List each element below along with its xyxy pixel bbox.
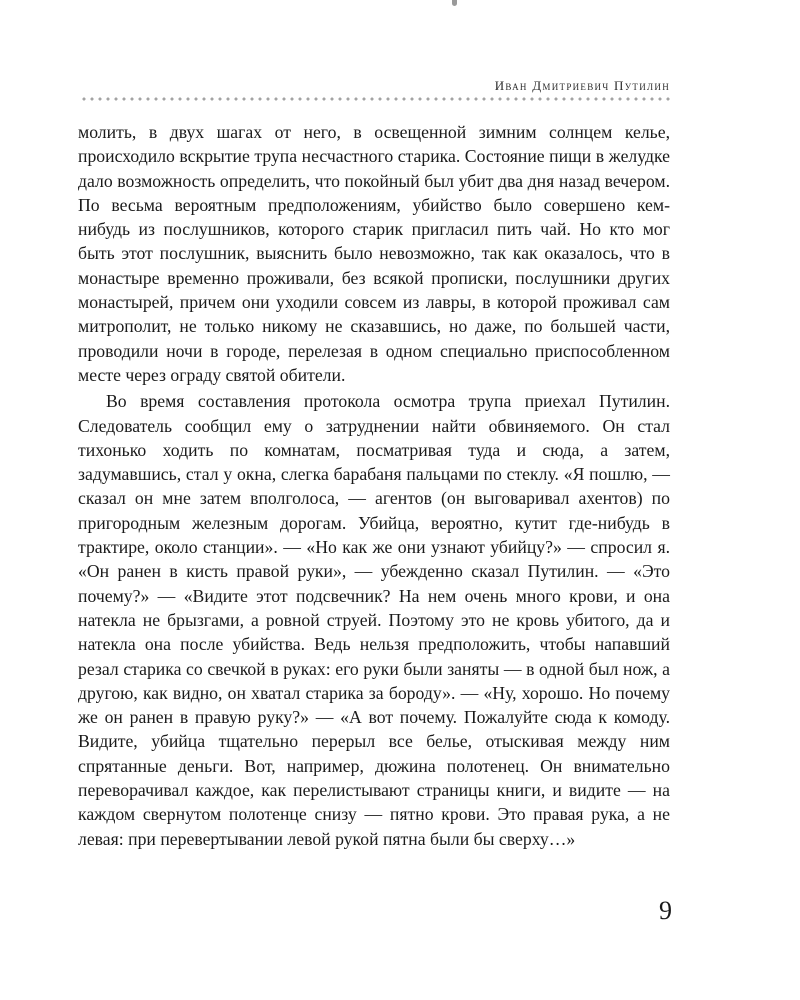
paragraph: Во время составления протокола осмотра трупа приехал Путилин. Следователь сообщил ему о затруднении найти обвиняемого. Он стал тихонько ходить по комнатам, посматривая туда и сюда, а затем, задумавшись, стал у окна, слегка барабаня пальцами по стеклу. «Я пошлю, — сказал он мне затем вполголоса, — агентов (он выговаривал ахентов) по пригородным железным дорогам. Убийца, вероятно, кутит где-нибудь в трактире, около станции». — «Но как же они узнают убийцу?» — спросил я. «Он ранен в кисть правой руки», — убежденно сказал Путилин. — «Это почему?» — «Видите этот подсвечник? На нем очень много крови, и она натекла не брызгами, а ровной струей. Поэтому это не кровь убитого, да и натекла она после убийства. Ведь нельзя предположить, чтобы напавший резал старика со свечкой в руках: его руки были заняты — в одной был нож, а другою, как видно, он хватал старика за бороду». — «Ну, хорошо. Но почему же он ранен в правую руку?» — «А вот почему. Пожалуйте сюда к комоду. Видите, убийца тщательно перерыл все белье, отыскивая между ним спрятанные деньги. Вот, например, дюжина полотенец. Он внимательно переворачивал каждое, как перелистывают страницы книги, и видите — на каждом свернутом полотенце снизу — пятно крови. Это правая рука, а не левая: при перевертывании левой рукой пятна были бы сверху…» (78, 391, 670, 849)
paragraph-continuation: молить, в двух шагах от него, в освещенной зимним солнцем келье, происходило вскрытие трупа несчастного старика. Состояние пищи в желудке дало возможность определить, что покойный был убит два дня назад вечером. По весьма вероятным предположениям, убийство было совершено кем-нибудь из послушников, которого старик пригласил пить чай. Но кто мог быть этот послушник, выяснить было невозможно, так как оказалось, что в монастыре временно проживали, без всякой прописки, послушники других монастырей, причем они уходили совсем из лавры, в которой проживал сам митрополит, не только никому не сказавшись, но даже, по большей части, проводили ночи в городе, перелезая в одном специально приспособленном месте через ограду святой обители. (78, 122, 670, 385)
running-header: Иван Дмитриевич Путилин (494, 78, 670, 93)
page-body (78, 120, 670, 851)
header-dotted-rule (80, 97, 670, 101)
top-crop-mark (452, 0, 457, 6)
page-number: 9 (659, 896, 672, 925)
